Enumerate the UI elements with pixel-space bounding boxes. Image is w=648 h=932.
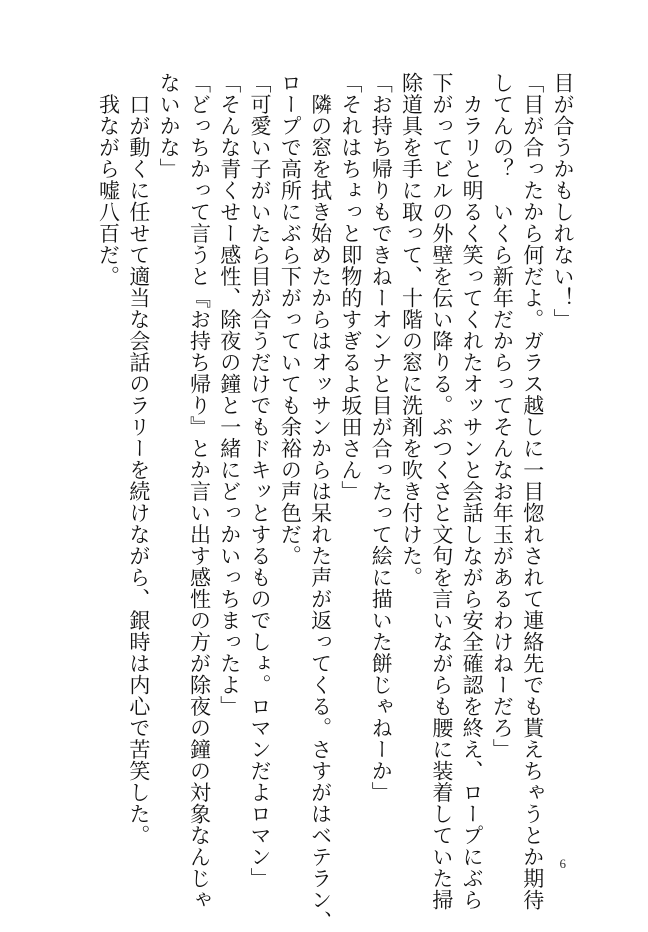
text-line: 除道具を手に取って、十階の窓に洗剤を吹き付けた。 [399,72,424,588]
text-line: 「目が合ったから何だよ。ガラス越しに一目惚れされて連絡先でも貰えちゃうとか期待 [520,72,545,911]
text-line: 隣の窓を拭き始めたからはオッサンからは呆れた声が返ってくる。さすがはベテラン、 [308,72,333,932]
text-line: 「どっちかって言うと『お持ち帰り』とか言い出す感性の方が除夜の鐘の対象なんじゃ [187,72,212,911]
text-line: 「可愛い子がいたら目が合うだけでもドキッとするものでしょ。ロマンだよロマン」 [248,72,273,889]
text-line: 下がってビルの外壁を伝い降りる。ぶつくさと文句を言いながらも腰に装着していた掃 [429,72,454,911]
page-number: 6 [559,856,566,871]
text-line: 「そんな青くせー感性、除夜の鐘と一緒にどっかいっちまったよ」 [217,72,242,717]
text-line: 「それはちょっと即物的すぎるよ坂田さん」 [338,72,363,502]
text-line: ロープで高所にぶら下がっていても余裕の声色だ。 [278,72,303,567]
text-line: 口が動くに任せて適当な会話のラリーを続けながら、銀時は内心で苦笑した。 [126,72,151,846]
text-line: ないかな」 [157,72,182,180]
text-line: 我ながら嘘八百だ。 [96,72,121,287]
vertical-text-block [93,72,578,932]
text-line: カラリと明るく笑ってくれたオッサンと会話しながら安全確認を終え、ロープにぶら [460,72,485,911]
text-line: 「お持ち帰りもできねーオンナと目が合ったって絵に描いた餅じゃねーか」 [369,72,394,803]
text-line: してんの？ いくら新年だからってそんなお年玉があるわけねーだろ」 [490,72,515,760]
text-line: 目が合うかもしれない！」 [551,72,575,330]
